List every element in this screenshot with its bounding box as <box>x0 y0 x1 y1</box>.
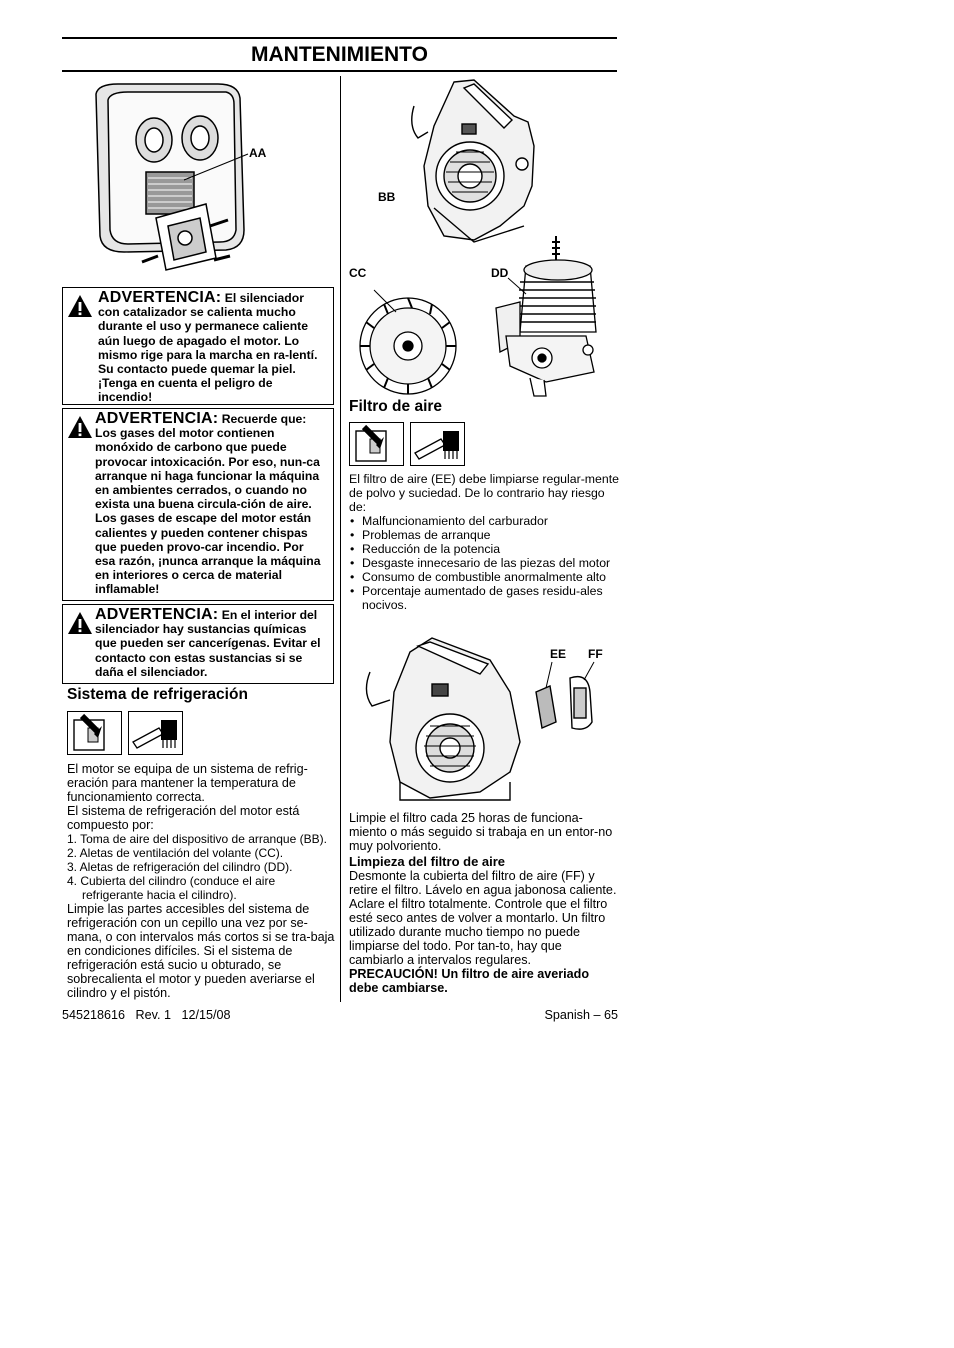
cylinder-illustration <box>486 232 606 398</box>
cooling-text <box>67 762 335 1000</box>
blower-engine-illustration <box>404 76 554 246</box>
air-filter-interval: Limpie el filtro cada 25 horas de funciona-miento o más seguido si trabaja en un entor-no muy polvoriento. <box>349 811 613 853</box>
list-item: • Malfuncionamiento del carburador <box>349 514 619 528</box>
brush-icon <box>410 422 465 466</box>
warning-body: Recuerde que: Los gases del motor contienen monóxido de carbono que puede provocar intoxicación. Por eso, nun-ca arranque ni haga funcionar la máquina en ambientes cerrados, o cuando no exista una buena circula-ción de aire. Los gases de escape del motor están calientes y pueden contener chispas que pueden provo-car incendio. Por esa razón, ¡nunca arranque la máquina en interiores o cerca de material inflamable! <box>95 412 321 597</box>
cooling-section-title: Sistema de refrigeración <box>67 686 248 703</box>
header-rule-bottom <box>62 70 617 72</box>
footer-doc-info: 545218616 Rev. 1 12/15/08 <box>62 1008 231 1022</box>
footer-page-number: Spanish – 65 <box>544 1008 618 1022</box>
warning-text <box>95 412 327 597</box>
list-item: • Desgaste innecesario de las piezas del motor <box>349 556 619 570</box>
list-item: 1. Toma de aire del dispositivo de arranque (BB). <box>67 832 327 846</box>
air-filter-cleaning-block <box>349 811 619 995</box>
figure-label-cc: CC <box>349 266 367 280</box>
warning-text <box>95 608 327 679</box>
warning-heading: ADVERTENCIA: <box>95 410 219 427</box>
warning-box-muffler-heat <box>62 287 334 405</box>
cooling-parts-list <box>67 832 335 902</box>
list-item: 4. Cubierta del cilindro (conduce el aire refrigerante hacia el cilindro). <box>67 874 276 902</box>
column-divider <box>340 76 341 1002</box>
air-filter-risk-list <box>349 514 619 612</box>
stop-engine-icon <box>67 711 122 755</box>
warning-heading: ADVERTENCIA: <box>98 289 222 306</box>
warning-triangle-icon <box>67 294 93 318</box>
air-filter-intro: El filtro de aire (EE) debe limpiarse regular-mente de polvo y suciedad. De lo contrario hay riesgo de: <box>349 472 619 514</box>
warning-triangle-icon <box>67 415 93 439</box>
figure-label-ff: FF <box>588 647 603 661</box>
list-item: • Porcentaje aumentado de gases residu-ales nocivos. <box>349 584 619 612</box>
warning-body: En el interior del silenciador hay sustancias químicas que pueden ser cancerígenas. Evitar el contacto con estas sustancias si se daña el silenciador. <box>95 608 321 679</box>
warning-heading: ADVERTENCIA: <box>95 606 219 623</box>
warning-box-exhaust-gases <box>62 408 334 601</box>
list-item: • Reducción de la potencia <box>349 542 619 556</box>
warning-text <box>98 291 327 405</box>
warning-box-chemicals <box>62 604 334 684</box>
cooling-clean-text: Limpie las partes accesibles del sistema de refrigeración con un cepillo una vez por se-mana, o con intervalos más cortos si se tra-baja en condiciones difíciles. Si el sistema de refrigeración está sucio u obturado, se sobrecalienta el motor y pueden averiarse el cilindro y el pistón. <box>67 902 335 1000</box>
warning-triangle-icon <box>67 611 93 635</box>
air-filter-illustration <box>360 632 610 810</box>
flywheel-illustration <box>346 278 466 400</box>
figure-label-bb: BB <box>378 190 396 204</box>
air-filter-caution: PRECAUCIÓN! Un filtro de aire averiado debe cambiarse. <box>349 967 590 995</box>
figure-label-ee: EE <box>550 647 567 661</box>
figure-label-dd: DD <box>491 266 509 280</box>
air-filter-intro-block <box>349 472 619 612</box>
header-rule-top <box>62 37 617 39</box>
list-item: 3. Aletas de refrigeración del cilindro (DD). <box>67 860 293 874</box>
cooling-composed: El sistema de refrigeración del motor está compuesto por: <box>67 804 300 832</box>
stop-engine-icon <box>349 422 404 466</box>
air-filter-cleaning-text: Desmonte la cubierta del filtro de aire (FF) y retire el filtro. Lávelo en agua jabonosa caliente. Aclare el filtro totalmente. Controle que el filtro esté seco antes de volver a montarlo. Un filtro utilizado durante mucho tiempo no puede limpiarse del todo. Por tan-to, hay que cambiarlo a intervalos regulares. <box>349 869 617 967</box>
list-item: • Consumo de combustible anormalmente alto <box>349 570 619 584</box>
brush-icon <box>128 711 183 755</box>
warning-body: El silenciador con catalizador se calienta mucho durante el uso y permanece caliente aún luego de apagado el motor. Lo mismo rige para la marcha en ra-lentí. Su contacto puede quemar la piel. ¡Tenga en cuenta el peligro de incendio! <box>98 291 318 405</box>
muffler-illustration <box>88 80 318 286</box>
cooling-intro: El motor se equipa de un sistema de refrig-eración para mantener la temperatura de funcionamiento correcta. <box>67 762 308 804</box>
figure-label-aa: AA <box>249 146 267 160</box>
page-title: MANTENIMIENTO <box>251 43 428 66</box>
air-filter-cleaning-title: Limpieza del filtro de aire <box>349 854 506 869</box>
air-filter-section-title: Filtro de aire <box>349 398 443 415</box>
list-item: 2. Aletas de ventilación del volante (CC). <box>67 846 284 860</box>
list-item: • Problemas de arranque <box>349 528 619 542</box>
